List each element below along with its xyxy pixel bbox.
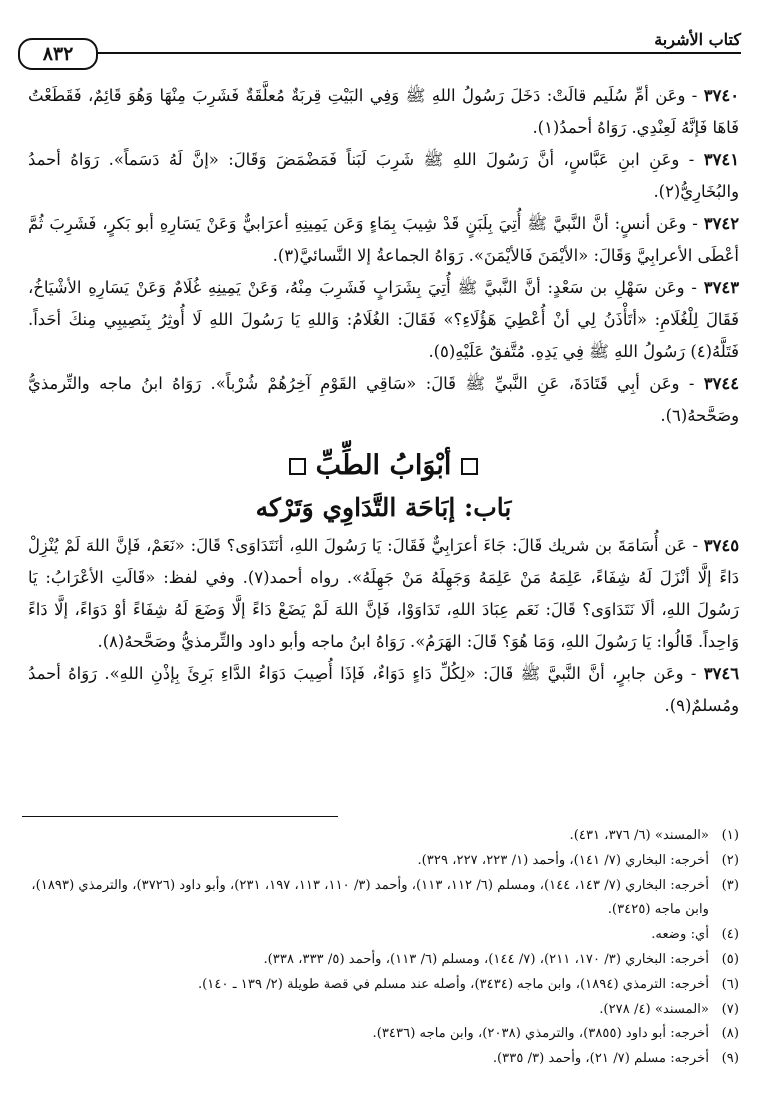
header-rule (20, 52, 741, 54)
chapter-title: بَاب: إبَاحَة التَّدَاوِي وَتَرْكه (255, 493, 512, 522)
footnote (28, 824, 739, 849)
footnote-separator (22, 816, 338, 817)
footnote-number: (٧) (721, 1001, 739, 1017)
hadith-number: ٣٧٤٠ (703, 86, 739, 105)
hadith-number: ٣٧٤٥ (703, 536, 739, 555)
footnote-number: (٩) (721, 1051, 739, 1067)
hadith-number: ٣٧٤٢ (703, 214, 739, 233)
hadith-number: ٣٧٤٣ (703, 278, 739, 297)
footnote-text: أي: وضعه. (651, 927, 709, 943)
footnote (28, 973, 739, 998)
section-title (28, 450, 739, 482)
square-ornament-icon (289, 458, 306, 475)
hadith-number: ٣٧٤٦ (703, 664, 739, 683)
hadith-paragraph (28, 80, 739, 144)
footnote-number: (٣) (721, 877, 739, 893)
hadith-paragraph (28, 144, 739, 208)
square-ornament-icon (461, 458, 478, 475)
hadith-number: ٣٧٤١ (703, 150, 739, 169)
footnote-number: (٦) (721, 976, 739, 992)
footnote-text: أخرجه: البخاري (٧/ ١٤٣، ١٤٤)، ومسلم (٦/ ١١٢، ١١٣)، وأحمد (٣/ ١١٠، ١١٣، ١٩٧، ٢٣١)، وأبو داود (٣٧٢٦)، والترمذي (١٨٩٣)، وابن ماجه (٣٤٢٥). (31, 877, 709, 918)
footnote-text: «المسند» (٤/ ٢٧٨). (599, 1001, 709, 1017)
page-number: ٨٣٢ (18, 38, 98, 70)
footnote-text: أخرجه: البخاري (٣/ ١٧٠، ٢١١)، (٧/ ١٤٤)، ومسلم (٦/ ١١٣)، وأحمد (٥/ ٣٣٣، ٣٣٨). (263, 951, 709, 967)
section-title-text: أبْوَابُ الطِّبِّ (315, 450, 452, 481)
footnote (28, 874, 739, 924)
hadith-text: - وعَن أمِّ سُلَيم قالَتْ: دَخَلَ رَسُولُ اللهِ ﷺ وَفِي البَيْتِ قِربَةٌ مُعلَّقَةٌ فَشَرِبَ مِنْهَا وَهُوَ قَائِمٌ، فَقَطَعْتُ فَاهَا فَإنَّهُ لَعِنْدِي. رَوَاهُ أحمدُ(١). (28, 86, 739, 137)
footnote-text: أخرجه: البخاري (٧/ ١٤١)، وأحمد (١/ ٢٢٣، ٢٢٧، ٣٢٩). (417, 852, 709, 868)
footnote-number: (٤) (721, 927, 739, 943)
hadith-paragraph (28, 208, 739, 272)
footnote (28, 923, 739, 948)
footnote-number: (٥) (721, 951, 739, 967)
hadith-text: - وعَن جابرٍ، أنَّ النَّبيَّ ﷺ قَالَ: «لِكُلِّ دَاءٍ دَوَاءٌ، فَإذَا أُصِيبَ دَوَاءُ الدَّاءِ بَرِئَ بِإذْنِ اللهِ». رَوَاهُ أحمدُ ومُسلمٌ(٩). (28, 664, 739, 715)
hadith-paragraph (28, 272, 739, 368)
footnote-text: أخرجه: مسلم (٧/ ٢١)، وأحمد (٣/ ٣٣٥). (492, 1051, 709, 1067)
hadith-paragraph (28, 368, 739, 432)
hadith-paragraph (28, 658, 739, 722)
hadith-text: - عَن أُسَامَةَ بن شريك قَالَ: جَاءَ أعرَابِيٌّ فَقَالَ: يَا رَسُولَ اللهِ، أنَتَدَاوَى؟ قَالَ: «نَعَمْ، فَإنَّ اللهَ لَمْ يُنْزِلْ دَاءً إلَّا أنْزَلَ لَهُ شِفَاءً، عَلِمَهُ مَنْ عَلِمَهُ وَجَهِلَهُ مَنْ جَهِلَهُ». رواه أحمد(٧). وفي لفظ: «قَالَتِ الأعْرَابُ: يَا رَسُولَ اللهِ، ألَا نَتَدَاوَى؟ قَالَ: نَعَم عِبَادَ اللهِ، تَدَاوَوْا، فَإنَّ اللهَ لَمْ يَضَعْ دَاءً إلَّا وَضَعَ لَهُ شِفَاءً أوْ دَوَاءً، إلَّا دَاءً وَاحِداً. قَالُوا: يَا رَسُولَ اللهِ، وَمَا هُوَ؟ قَالَ: الهَرَمُ». رَوَاهُ ابنُ ماجه وأبو داود والتِّرمذيُّ وصَحَّحهُ(٨). (28, 536, 739, 651)
hadith-text: - وعَن سَهْلِ بن سَعْدٍ: أنَّ النَّبيَّ ﷺ أُتِيَ بِشَرَابٍ فَشَرِبَ مِنْهُ، وَعَنْ يَمِينِهِ غُلَامٌ وَعَنْ يَسَارِهِ الأشْيَاخُ، فَقَالَ لِلْغُلَامِ: «أتَأْذَنُ لِي أنْ أُعْطِيَ هَؤُلَاءِ؟» فَقَالَ: الغُلَامُ: وَاللهِ يَا رَسُولَ اللهِ لَا أُوثِرُ بِنَصِيبِي مِنكَ أحَداً. فَتَلَّهُ(٤) رَسُولُ اللهِ ﷺ فِي يَدِهِ. مُتَّفقٌ عَلَيْهِ(٥). (28, 278, 739, 361)
footnote-text: «المسند» (٦/ ٣٧٦، ٤٣١). (569, 828, 709, 843)
footnote (28, 849, 739, 874)
footnote-number: (٨) (721, 1026, 739, 1042)
main-text (28, 80, 739, 722)
hadith-number: ٣٧٤٤ (703, 374, 739, 393)
footnote (28, 998, 739, 1023)
running-header-title: كتاب الأشربة (654, 30, 741, 49)
hadith-text: - وعَنِ ابنِ عَبَّاسٍ، أنَّ رَسُولَ اللهِ ﷺ شَرِبَ لَبَناً فَمَضْمَضَ وَقَالَ: «إنَّ لَهُ دَسَماً». رَوَاهُ أحمدُ والبُخَارِيُّ(٢). (28, 150, 739, 201)
hadith-text: - وعَن أنسٍ: أنَّ النَّبيَّ ﷺ أُتِيَ بِلَبَنٍ قَدْ شِيبَ بِمَاءٍ وَعَن يَمِينِهِ أعرَابيٌّ وَعَنْ يَسَارِهِ أبو بَكرٍ، فَشَرِبَ ثُمَّ أعْطَى الأعرابِيَّ وَقَالَ: «الأيْمَنَ فَالأيْمَنَ». رَوَاهُ الجماعةُ إلا النَّسائيَّ(٣). (28, 214, 739, 265)
footnote (28, 1022, 739, 1047)
footnote-text: أخرجه: أبو داود (٣٨٥٥)، والترمذي (٢٠٣٨)، وابن ماجه (٣٤٣٦). (372, 1026, 709, 1042)
hadith-text: - وعَن أبِي قَتَادَةَ، عَنِ النَّبيِّ ﷺ قَالَ: «سَاقِي القَوْمِ آخِرُهُمْ شُرْباً». رَوَاهُ ابنُ ماجه والتِّرمذيُّ وصَحَّحهُ(٦). (28, 374, 739, 425)
footnote-number: (٢) (721, 852, 739, 868)
footnotes (28, 824, 739, 1072)
footnote-text: أخرجه: الترمذي (١٨٩٤)، وابن ماجه (٣٤٣٤)، وأصله عند مسلم في قصة طويلة (٢/ ١٣٩ ـ ١٤٠). (197, 976, 709, 992)
footnote-number: (١) (721, 828, 739, 843)
footnote (28, 948, 739, 973)
hadith-paragraph (28, 530, 739, 658)
footnote (28, 1047, 739, 1072)
